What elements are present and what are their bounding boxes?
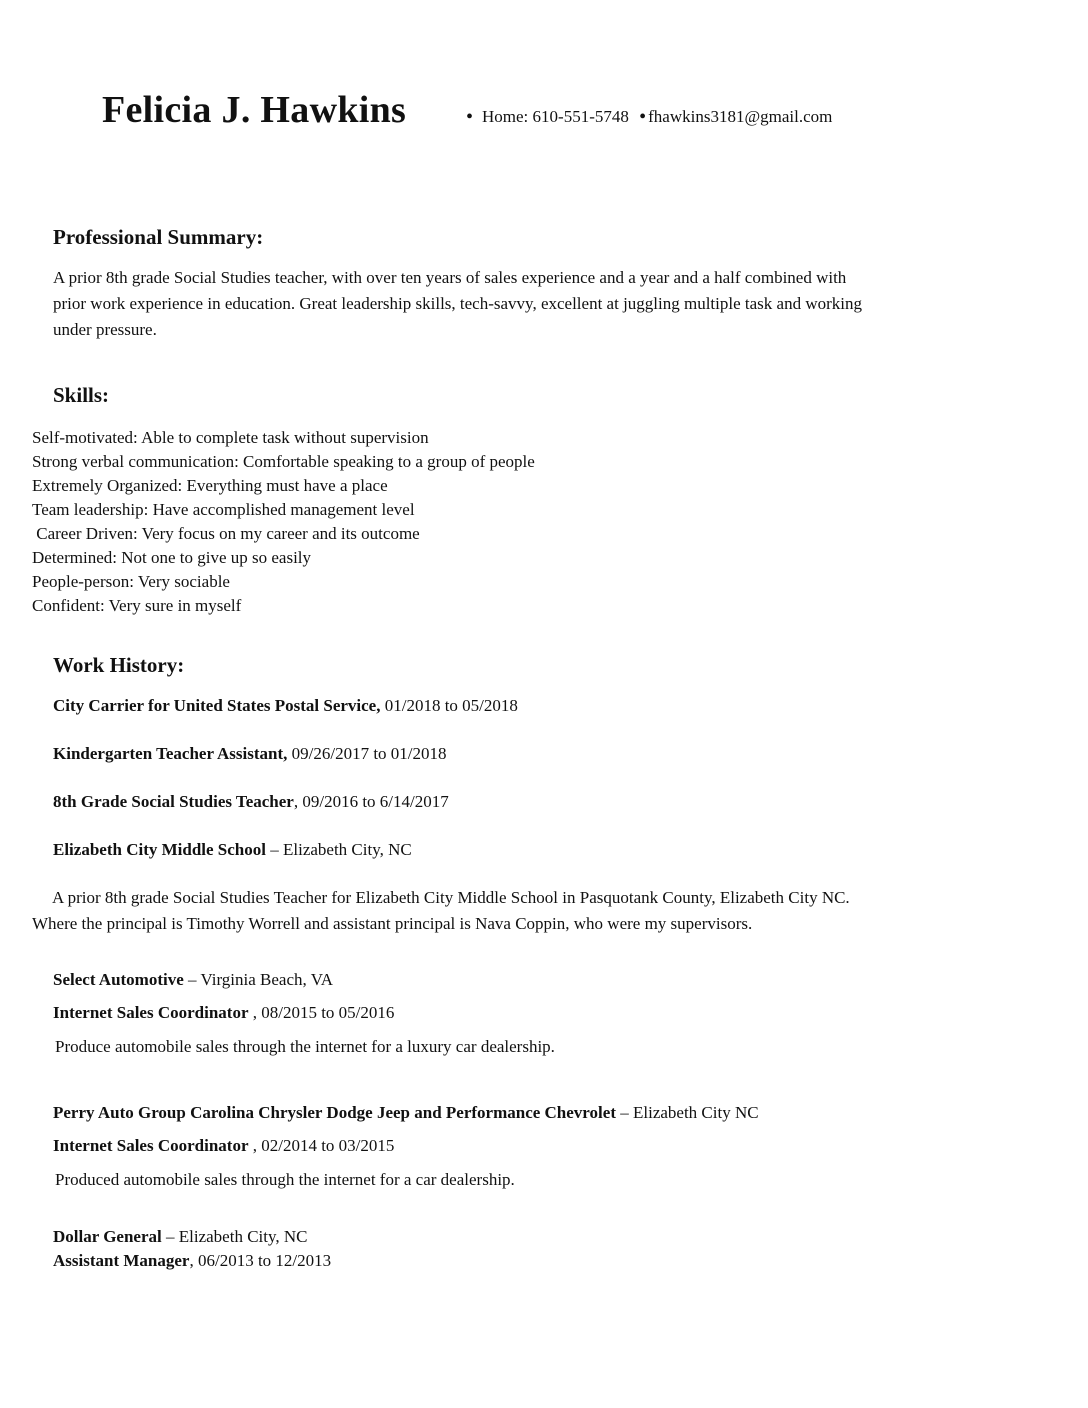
job-dates: , 02/2014 to 03/2015 bbox=[248, 1136, 395, 1155]
bullet-icon: • bbox=[466, 106, 474, 128]
employer-name: Perry Auto Group Carolina Chrysler Dodge Jeep and Performance Chevrolet bbox=[53, 1103, 616, 1122]
email-address: fhawkins3181@gmail.com bbox=[648, 107, 833, 126]
job-entry bbox=[53, 1136, 394, 1156]
summary-heading: Professional Summary: bbox=[53, 225, 264, 249]
skill-item: People-person: Very sociable bbox=[32, 572, 230, 591]
job-title: Kindergarten Teacher Assistant, bbox=[53, 744, 288, 763]
employer-location: – Elizabeth City NC bbox=[615, 1103, 759, 1122]
employer-name: Select Automotive bbox=[53, 970, 184, 989]
job-dates: , 09/2016 to 6/14/2017 bbox=[293, 792, 449, 811]
job-entry bbox=[53, 744, 447, 764]
job-title: Assistant Manager bbox=[53, 1251, 190, 1270]
job-title: City Carrier for United States Postal Service, bbox=[53, 696, 381, 715]
job-description: Produce automobile sales through the internet for a luxury car dealership. bbox=[55, 1037, 555, 1056]
employer-entry bbox=[53, 1227, 308, 1247]
summary-line-2: prior work experience in education. Great leadership skills, tech-savvy, excellent at juggling multiple task and working bbox=[53, 294, 862, 313]
skill-item: Strong verbal communication: Comfortable speaking to a group of people bbox=[32, 452, 535, 471]
skills-heading: Skills: bbox=[53, 383, 110, 407]
job-entry bbox=[53, 1251, 331, 1271]
skill-item: Determined: Not one to give up so easily bbox=[32, 548, 312, 567]
job-title: Internet Sales Coordinator bbox=[53, 1003, 249, 1022]
employer-name: Dollar General bbox=[53, 1227, 162, 1246]
skill-item: Career Driven: Very focus on my career and its outcome bbox=[32, 524, 420, 543]
summary-line-3: under pressure. bbox=[53, 320, 157, 339]
employer-entry bbox=[53, 1103, 759, 1123]
home-phone: Home: 610-551-5748 bbox=[482, 107, 629, 126]
summary-line-1: A prior 8th grade Social Studies teacher, with over ten years of sales experience and a year and a half combined with bbox=[53, 268, 847, 287]
job-dates: , 06/2013 to 12/2013 bbox=[189, 1251, 332, 1270]
employer-location: – Elizabeth City, NC bbox=[265, 840, 412, 859]
employer-location: – Virginia Beach, VA bbox=[183, 970, 334, 989]
job-dates: 01/2018 to 05/2018 bbox=[380, 696, 518, 715]
job-title: 8th Grade Social Studies Teacher bbox=[53, 792, 294, 811]
contact-line bbox=[466, 106, 832, 129]
skill-item: Extremely Organized: Everything must have a place bbox=[32, 476, 388, 495]
skill-item: Confident: Very sure in myself bbox=[32, 596, 242, 615]
skills-list bbox=[32, 426, 535, 618]
job-entry bbox=[53, 696, 518, 716]
bullet-icon: • bbox=[639, 106, 647, 128]
job-dates: 09/26/2017 to 01/2018 bbox=[287, 744, 447, 763]
job-entry bbox=[53, 1003, 394, 1023]
employer-name: Elizabeth City Middle School bbox=[53, 840, 266, 859]
employer-entry bbox=[53, 840, 412, 860]
applicant-name: Felicia J. Hawkins bbox=[102, 89, 407, 131]
work-history-heading: Work History: bbox=[53, 653, 185, 677]
job-dates: , 08/2015 to 05/2016 bbox=[248, 1003, 395, 1022]
job-title: Internet Sales Coordinator bbox=[53, 1136, 249, 1155]
job-description-line-2: Where the principal is Timothy Worrell and assistant principal is Nava Coppin, who were my supervisors. bbox=[32, 914, 753, 933]
job-description-line-1: A prior 8th grade Social Studies Teacher for Elizabeth City Middle School in Pasquotank County, Elizabeth City NC. bbox=[52, 888, 850, 907]
skill-item: Team leadership: Have accomplished management level bbox=[32, 500, 415, 519]
employer-entry bbox=[53, 970, 333, 990]
job-description: Produced automobile sales through the internet for a car dealership. bbox=[55, 1170, 515, 1189]
job-entry bbox=[53, 792, 449, 812]
employer-location: – Elizabeth City, NC bbox=[161, 1227, 308, 1246]
skill-item: Self-motivated: Able to complete task without supervision bbox=[32, 428, 429, 447]
